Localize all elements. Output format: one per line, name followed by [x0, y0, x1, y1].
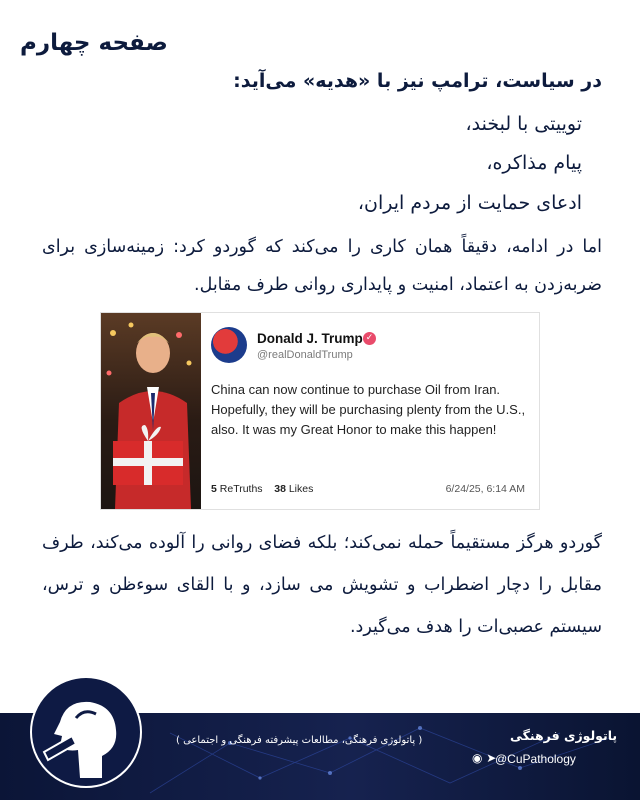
likes-label[interactable]: Likes	[288, 483, 314, 495]
bullet-line-3: ادعای حمایت از مردم ایران،	[357, 192, 582, 214]
headline: در سیاست، ترامپ نیز با «هدیه» می‌آید:	[233, 70, 602, 92]
verified-badge-icon: ✓	[363, 332, 376, 345]
bullet-line-1: توییتی با لبخند،	[465, 113, 582, 135]
channel-handle[interactable]: @CuPathology	[495, 752, 576, 766]
bullet-line-2: پیام مذاکره،	[486, 152, 582, 174]
tweet-text: China can now continue to purchase Oil from Iran. Hopefully, they will be purchasing plenty from the U.S., also. It was my Great Honor to make this happen!	[211, 382, 526, 437]
paragraph-2: گوردو هرگز مستقیماً حمله نمی‌کند؛ بلکه فضای روانی را آلوده می‌کند، طرف مقابل را دچار اضطراب و تشویش می سازد، و با القای سوءظن و ترس، سیستم عصبی‌ات را هدف می‌گیرد.	[42, 533, 602, 637]
footer-tagline: ( پاتولوژی فرهنگی، مطالعات پیشرفته فرهنگی و اجتماعی )	[176, 735, 423, 746]
tweet-author-name[interactable]: Donald J. Trump	[257, 331, 363, 346]
paragraph-1: اما در ادامه، دقیقاً همان کاری را می‌کند که گوردو کرد: زمینه‌سازی برای ضربه‌زدن به اعتماد، امنیت و پایداری روانی طرف مقابل.	[42, 237, 602, 295]
likes-count: 38	[274, 483, 286, 495]
embedded-tweet-card[interactable]	[100, 312, 540, 510]
footer-brand-name: پاتولوژی فرهنگی	[510, 728, 618, 743]
tweet-timestamp: 6/24/25, 6:14 AM	[445, 483, 525, 495]
page-number-label: صفحه چهارم	[20, 30, 168, 56]
tweet-author-handle[interactable]: @realDonaldTrump	[257, 349, 353, 361]
retruths-label[interactable]: ReTruths	[219, 483, 263, 495]
photo-illustration	[101, 313, 201, 509]
cupathology-logo	[30, 676, 142, 788]
tweet-stats	[211, 483, 313, 495]
tweet-photo	[101, 313, 201, 509]
social-icons[interactable]: ◉ ➤	[472, 751, 497, 765]
tweet-avatar[interactable]	[211, 327, 247, 363]
retruths-count: 5	[211, 483, 217, 495]
head-profile-icon	[32, 678, 140, 786]
